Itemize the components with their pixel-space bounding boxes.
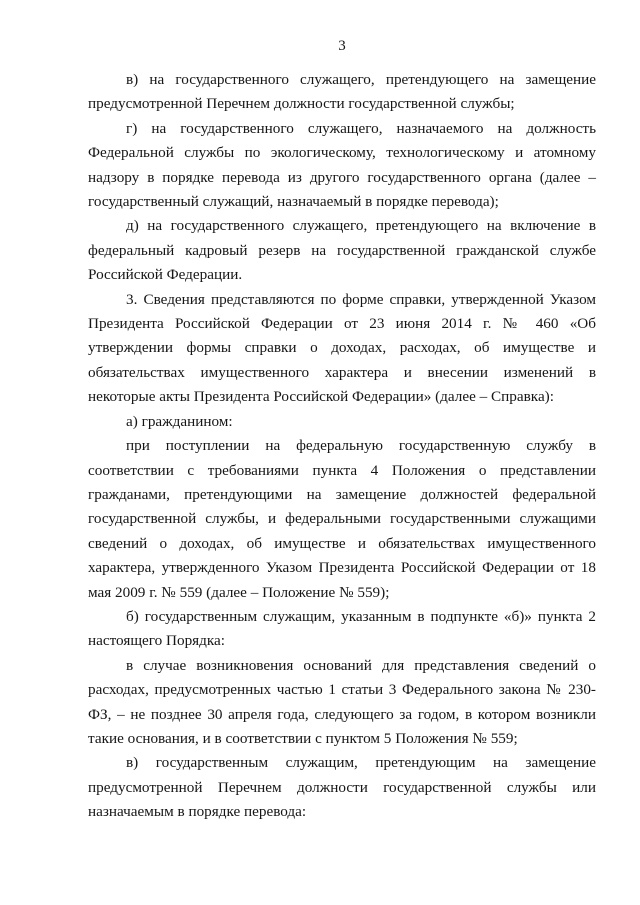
page-number: 3	[338, 38, 346, 54]
paragraph-on-entry: при поступлении на федеральную государственную службу в соответствии с требованиями пункта 4 Положения о представлении гражданами, претендующими на замещение должностей федеральной государственной службы, и федеральными государственными служащими сведений о доходах, об имуществе и обязательствах имущественного характера, утвержденного Указом Президента Российской Федерации от 18 мая 2009 г. № 559 (далее – Положение № 559);	[88, 437, 596, 601]
paragraph-d-reserve: д) на государственного служащего, претендующего на включение в федеральный кадровый резерв на государственной гражданской службе Российской Федерации.	[88, 217, 596, 284]
paragraph-v-servant: в) государственным служащим, претендующим на замещение предусмотренной Перечнем должности государственной службы или назначаемым в порядке перевода:	[88, 754, 596, 821]
paragraph-grounds: в случае возникновения оснований для представления сведений о расходах, предусмотренных частью 1 статьи 3 Федерального закона № 230-ФЗ, – не позднее 30 апреля года, следующего за годом, в котором возникли такие основания, и в соответствии с пунктом 5 Положения № 559;	[88, 656, 596, 747]
paragraph-3-form: 3. Сведения представляются по форме справки, утвержденной Указом Президента Российской Федерации от 23 июня 2014 г. № 460 «Об утверждении формы справки о доходах, расходах, об имуществе и обязательствах имущественного характера и внесении изменений в некоторые акты Президента Российской Федерации» (далее – Справка):	[88, 290, 596, 406]
paragraph-g-transfer: г) на государственного служащего, назначаемого на должность Федеральной службы по экологическому, технологическому и атомному надзору в порядке перевода из другого государственного органа (далее – государственный служащий, назначаемый в порядке перевода);	[88, 119, 596, 211]
paragraph-v-candidate: в) на государственного служащего, претендующего на замещение предусмотренной Перечнем должности государственной службы;	[88, 71, 596, 113]
paragraph-b-servant: б) государственным служащим, указанным в подпункте «б)» пункта 2 настоящего Порядка:	[88, 607, 596, 650]
paragraph-a-citizen: а) гражданином:	[126, 412, 233, 430]
